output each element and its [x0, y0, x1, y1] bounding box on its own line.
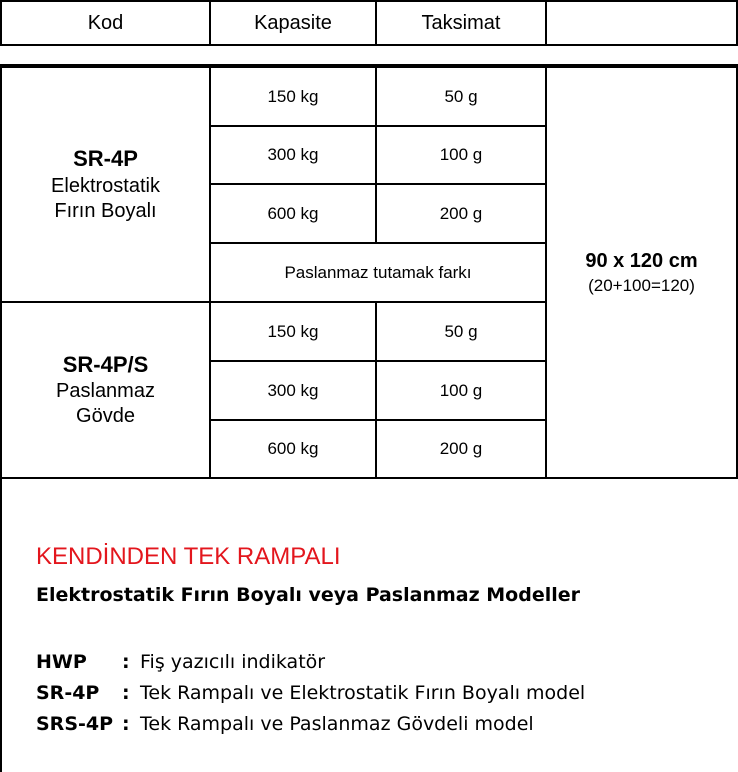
capacity-cell: 600 kg — [267, 203, 319, 223]
model-code: SR-4P — [73, 146, 138, 172]
legend-row — [36, 647, 585, 678]
capacity-cell: 150 kg — [267, 321, 319, 341]
model-desc-line: Fırın Boyalı — [54, 199, 157, 222]
header-taksimat: Taksimat — [421, 11, 501, 34]
capacity-cell: 600 kg — [267, 439, 319, 458]
division-cell: 100 g — [439, 145, 483, 164]
division-cell: 100 g — [439, 380, 483, 400]
header-kapasite: Kapasite — [254, 11, 332, 34]
capacity-cell: 150 kg — [267, 86, 319, 106]
dimensions-cell — [547, 68, 736, 477]
legend-key: HWP — [36, 651, 87, 673]
header-kod: Kod — [87, 11, 124, 34]
legend-separator: : — [122, 682, 130, 704]
model-cell — [2, 68, 209, 301]
legend-row — [36, 678, 585, 709]
legend-value: Tek Rampalı ve Elektrostatik Fırın Boyalı model — [140, 682, 586, 704]
legend-separator: : — [122, 713, 130, 735]
dimensions-main: 90 x 120 cm — [585, 249, 698, 272]
headline: KENDİNDEN TEK RAMPALI — [36, 543, 341, 570]
header-extra — [547, 2, 736, 44]
legend-key: SRS-4P — [36, 713, 114, 735]
division-cell: 50 g — [444, 86, 478, 106]
model-desc-line: Elektrostatik — [51, 174, 160, 197]
dimensions-sub: (20+100=120) — [588, 275, 695, 295]
rule — [0, 44, 738, 46]
model-desc-line: Gövde — [76, 405, 135, 428]
division-cell: 50 g — [444, 321, 478, 341]
division-cell: 200 g — [439, 439, 483, 458]
capacity-cell: 300 kg — [267, 145, 319, 164]
capacity-cell: 300 kg — [267, 380, 319, 400]
model-cell — [2, 303, 209, 477]
model-desc-line: Paslanmaz — [56, 380, 155, 403]
legend-separator: : — [122, 651, 130, 673]
legend-value: Fiş yazıcılı indikatör — [140, 651, 326, 673]
division-cell: 200 g — [439, 203, 483, 223]
legend-row — [36, 709, 585, 740]
legend-value: Tek Rampalı ve Paslanmaz Gövdeli model — [140, 713, 534, 735]
legend — [36, 647, 585, 740]
stainless-handle-note: Paslanmaz tutamak farkı — [284, 262, 472, 282]
model-code: SR-4P/S — [62, 351, 149, 377]
rule — [0, 477, 738, 479]
legend-key: SR-4P — [36, 682, 100, 704]
subhead: Elektrostatik Fırın Boyalı veya Paslanmaz Modeller — [36, 584, 580, 606]
